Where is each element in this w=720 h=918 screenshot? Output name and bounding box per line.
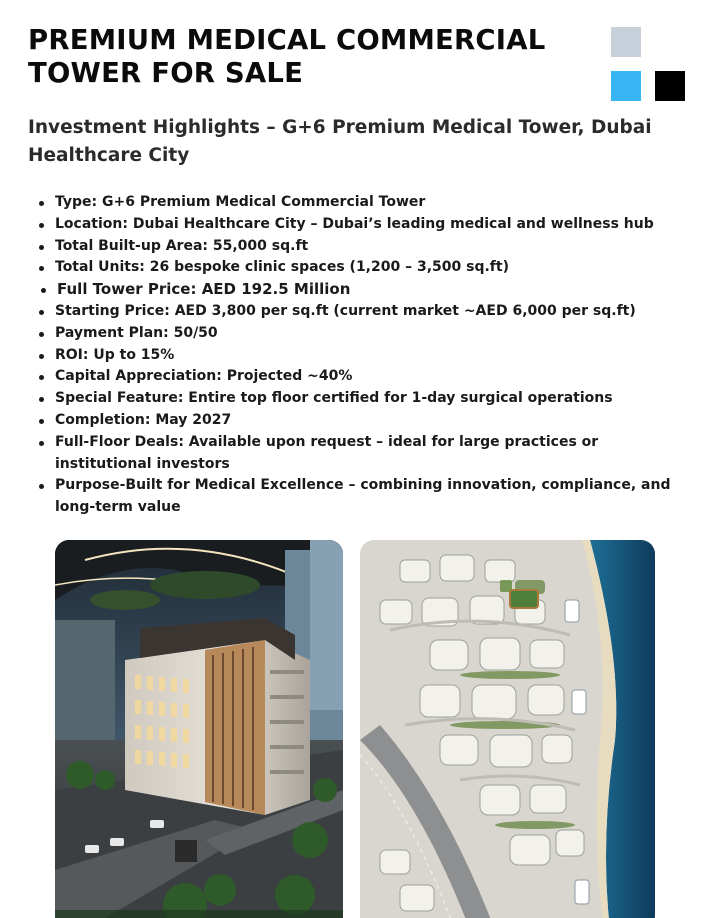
page-title-line2: TOWER FOR SALE — [28, 57, 304, 89]
highlight-full-floor-line1: Full-Floor Deals: Available upon request – ideal for large practices or — [55, 433, 599, 450]
highlight-location: Location: Dubai Healthcare City – Dubai’s leading medical and wellness hub — [36, 214, 686, 236]
highlight-completion: Completion: May 2027 — [36, 410, 686, 432]
highlight-full-floor — [36, 432, 686, 476]
highlight-payment-plan: Payment Plan: 50/50 — [36, 323, 686, 345]
highlight-purpose-built-line1: Purpose-Built for Medical Excellence – combining innovation, compliance, and — [55, 477, 671, 494]
highlight-purpose-built — [36, 475, 686, 519]
highlight-type: Type: G+6 Premium Medical Commercial Tower — [36, 192, 686, 214]
highlight-special-feature: Special Feature: Entire top floor certified for 1-day surgical operations — [36, 388, 686, 410]
healthcare-city-aerial-map — [360, 540, 655, 918]
decor-square-black — [655, 71, 685, 101]
highlight-starting-price: Starting Price: AED 3,800 per sq.ft (current market ~AED 6,000 per sq.ft) — [36, 301, 686, 323]
section-heading — [28, 114, 668, 170]
page-title — [28, 24, 608, 90]
highlight-full-floor-line2: institutional investors — [55, 455, 230, 472]
page-title-line1: PREMIUM MEDICAL COMMERCIAL — [28, 24, 546, 56]
highlights-list — [36, 192, 686, 519]
highlight-units: Total Units: 26 bespoke clinic spaces (1,200 – 3,500 sq.ft) — [36, 257, 686, 279]
highlight-roi: ROI: Up to 15% — [36, 345, 686, 367]
section-heading-line1: Investment Highlights – G+6 Premium Medical Tower, Dubai — [28, 117, 652, 138]
decor-square-blue — [611, 71, 641, 101]
tower-model-photo — [55, 540, 343, 918]
section-heading-line2: Healthcare City — [28, 145, 190, 166]
highlight-appreciation: Capital Appreciation: Projected ~40% — [36, 366, 686, 388]
decor-square-grey — [611, 27, 641, 57]
highlight-price: Full Tower Price: AED 192.5 Million — [36, 279, 686, 301]
highlight-area: Total Built-up Area: 55,000 sq.ft — [36, 236, 686, 258]
highlight-purpose-built-line2: long-term value — [55, 499, 181, 516]
